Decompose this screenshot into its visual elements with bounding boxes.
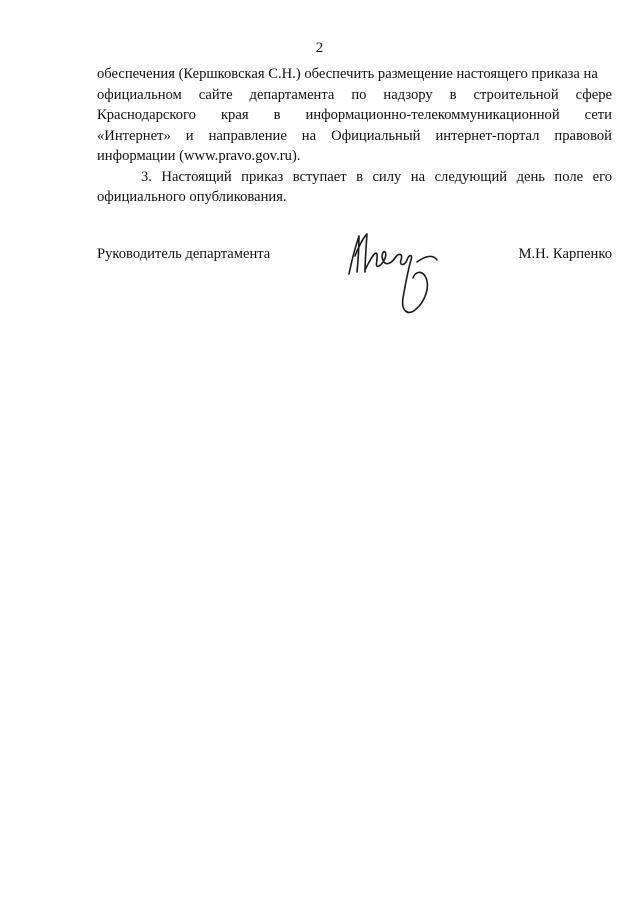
paragraph-3-line-2: официального опубликования.	[97, 189, 287, 205]
signature-icon	[341, 226, 451, 326]
body-line: Краснодарского края в информационно-телекоммуникационной сети	[97, 107, 612, 123]
body-line: обеспечения (Кершковская С.Н.) обеспечить размещение настоящего приказа на	[97, 66, 598, 82]
page-number: 2	[315, 40, 324, 56]
signer-position-title: Руководитель департамента	[97, 246, 271, 262]
paragraph-3-line-1: 3. Настоящий приказ вступает в силу на следующий день поле его	[141, 168, 612, 185]
document-body	[97, 64, 612, 208]
signature-block	[97, 246, 612, 326]
signer-name: М.Н. Карпенко	[518, 246, 612, 262]
body-line: информации (www.pravo.gov.ru).	[97, 148, 301, 164]
body-line: официальном сайте департамента по надзору в строительной сфере	[97, 86, 612, 103]
body-line: «Интернет» и направление на Официальный интернет-портал правовой	[97, 127, 612, 144]
